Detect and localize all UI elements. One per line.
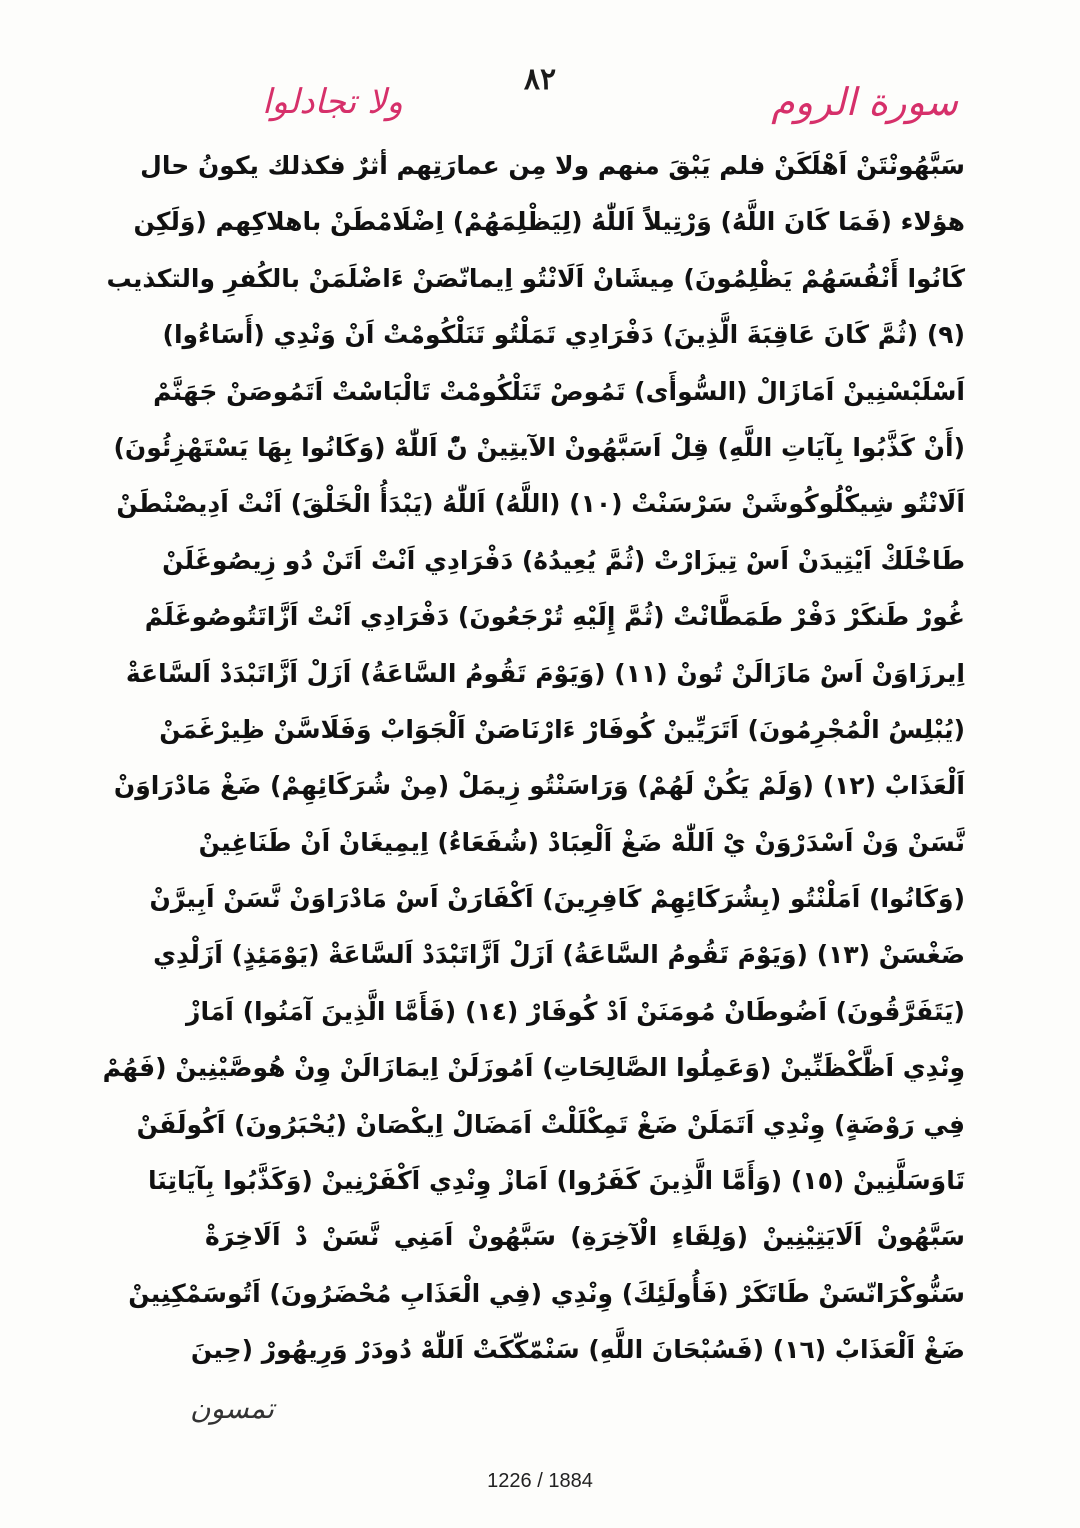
page-number: ٨٢ (523, 62, 557, 97)
text-line: اَسْلَبْسْنِينْ اَمَازَالْ (السُّوأَى) تَمُوصْ تَنَلْكُومْتْ تَالْبَاسْتْ اَتَمُوصَنْ جَهَنَّمْ (153, 376, 965, 406)
text-line: كَانُوا أَنْفُسَهُمْ يَظْلِمُونَ) مِيشَانْ اَلَانْتُو اِيمانّصَنْ ءَاضْلَمَنْ بالكُفرِ والتكذيب (106, 263, 965, 293)
catchword: تمسون (190, 1392, 274, 1425)
juz-title: ولا تجادلوا (262, 82, 403, 122)
page-indicator: 1226 / 1884 (487, 1470, 593, 1492)
body-text (102, 138, 965, 1379)
text-line: اَلَانْتُو شِيكْلُوكُوشَنْ سَرْسَنْتْ (١٠) (اللَّهُ) اَللّٰهُ (يَبْدَأُ الْخَلْقَ) اَنْتْ اَدِيصْنْطَنْ (116, 489, 965, 519)
text-line: سَبَّهُونْتَنْ اَهْلَكَنْ فلم يَبْقَ منهم ولا مِن عمارَتِهم أثرٌ فكذلك يكونُ حال (140, 151, 965, 180)
text-line: (يَتَفَرَّقُونَ) اَضُوطَانْ مُومَنَنْ اَدْ كُوفَارْ (١٤) (فَأَمَّا الَّذِينَ آمَنُوا) اَمَازْ (186, 996, 965, 1026)
text-line: تَاوَسَلَّنِينْ (١٥) (وَأَمَّا الَّذِينَ كَفَرُوا) اَمَازْ وِنْدِي اَكْفَرْنِينْ (وَكَذَّبُوا بِآيَاتِنَا (148, 1166, 965, 1196)
text-line: ضَغْسَنْ (١٣) (وَيَوْمَ تَقُومُ السَّاعَةُ) اَزَلْ اَزَّاتَبْدَدْ اَلسَّاعَةْ (يَوْمَئِذٍ) اَزَلْدِي (153, 940, 965, 970)
text-line: (أَنْ كَذَّبُوا بِآيَاتِ اللَّهِ) قِلْ اَسَبَّهُونْ الآيتِينْ نّْ اَللّٰهْ (وَكَانُوا بِهَا يَسْتَهْزِئُونَ) (113, 432, 965, 462)
text-line: سَنُّوكْرَانّسَنْ طَاتَكَرْ (فَأُولَئِكَ) وِنْدِي (فِي الْعَذَابِ مُحْضَرُونَ) اَتُوسَمْكِنِينْ (128, 1278, 965, 1308)
text-line: وِنْدِي اَظَّكْظَنِّينْ (وَعَمِلُوا الصَّالِحَاتِ) اَمُوزَلَنْ اِيمَازَالَنْ وِنْ هُوصَّيْنِينْ (فَهُمْ (102, 1053, 965, 1083)
text-line: نَّسَنْ وَنْ اَسْدَرْوَنْ يْ اَللّٰهْ ضَغْ اَلْعِبَادْ (شُفَعَاءُ) اِيمِيغَانْ اَنْ طَنَاغِينْ (198, 827, 965, 857)
text-line: غُورْ طَنكَرْ دَفْرْ طَمَطَّانْتْ (ثُمَّ إِلَيْهِ تُرْجَعُونَ) دَفْرَادِي اَنْتْ اَزَّاتَتُوصُوغَلَمْ (144, 602, 965, 632)
text-line: اِيرزَاوَنْ اَسْ مَازَالَنْ تُونْ (١١) (وَيَوْمَ تَقُومُ السَّاعَةُ) اَزَلْ اَزَّاتَبْدَدْ اَلسَّاعَةْ (125, 658, 965, 688)
text-line: طَاخْلَكْ اَيْتِيدَنْ اَسْ تِيزَارْتْ (ثُمَّ يُعِيدُهُ) دَفْرَادِي اَنْتْ اَتَنْ دُو زِيصُوغَلَنْ (162, 545, 965, 575)
text-line: فِي رَوْضَةٍ) وِنْدِي اَتَمَلَنْ ضَغْ تَمِكْلَلْتْ اَمَضَالْ اِيكْصَانْ (يُحْبَرُونَ) اَكُولَفَنْ (136, 1109, 965, 1139)
text-line: (٩) (ثُمَّ كَانَ عَاقِبَةَ الَّذِينَ) دَفْرَادِي تَمَلْتُو تَنَلْكُومْتْ اَنْ وَنْدِي (أَسَاءُوا) (162, 320, 965, 350)
text-line: هؤلاء (فَمَا كَانَ اللَّهُ) وَرْتِيلاً اَللّٰهُ (لِيَظْلِمَهُمْ) اِضْلَامْطَنْ باهلاكِهم (وَلَكِن (133, 207, 965, 237)
surah-title: سورة الروم (771, 80, 958, 124)
text-line: ضَغْ اَلْعَذَابْ (١٦) (فَسُبْحَانَ اللَّهِ) سَنْمّكّكَتْ اَللّٰهْ دُودَرْ وَرِيهُورْ (حِينَ (190, 1335, 965, 1365)
text-line: (وَكَانُوا) اَمَلْنْتُو (بِشُرَكَائِهِمْ كَافِرِينَ) اَكْفَارَنْ اَسْ مَادْرَاوَنْ نَّسَنْ اَبِيرَّنْ (149, 884, 965, 914)
text-line: سَبَّهُونْ اَلَايَتِيْنِينْ (وَلِقَاءِ الْآخِرَةِ) سَبَّهُونْ اَمَنِي نَّسَنْ دْ اَلَاخِرَةْ (205, 1222, 965, 1252)
text-line: اَلْعَذَابْ (١٢) (وَلَمْ يَكُنْ لَهُمْ) وَرَاسَنْتُو زِيمَلْ (مِنْ شُرَكَائِهِمْ) ضَغْ مَادْرَاوَنْ (113, 771, 965, 801)
text-line: (يُبْلِسُ الْمُجْرِمُونَ) اَتَرَيِّينْ كُوفَارْ ءَارْنَاصَنْ اَلْجَوَابْ وَفَلَاسَّنْ ظِيرْغَمَنْ (159, 714, 965, 744)
